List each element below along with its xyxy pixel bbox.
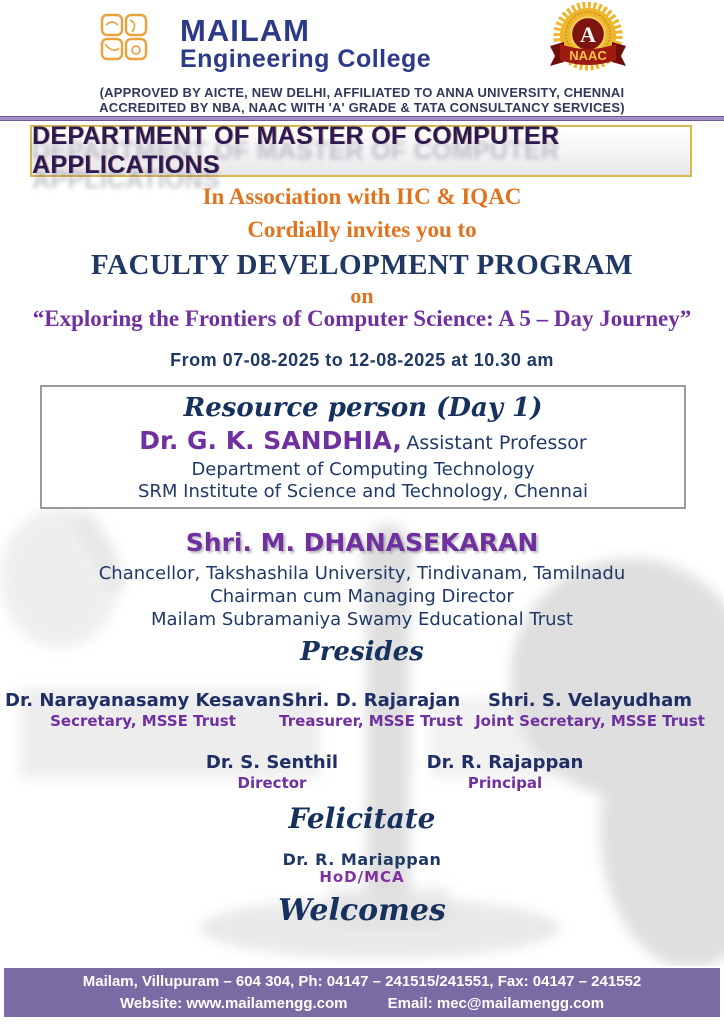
divider-rule — [0, 116, 724, 121]
footer-links-line — [4, 993, 720, 1015]
department-banner-text: DEPARTMENT OF MASTER OF COMPUTER APPLICATIONS — [32, 122, 560, 179]
dignitary — [5, 690, 281, 731]
dignitary-title: Joint Secretary, MSSE Trust — [475, 712, 705, 730]
invite-line: Cordially invites you to — [247, 217, 477, 242]
chief-guest-name: Shri. M. DHANASEKARAN — [185, 528, 539, 557]
felicitate-label: Felicitate — [288, 802, 436, 835]
association-line: In Association with IIC & IQAC — [202, 184, 522, 209]
dignitary-name: Shri. S. Velayudham — [487, 690, 693, 711]
dignitary — [427, 752, 584, 793]
chief-guest-titles — [0, 562, 724, 631]
resource-person-heading: Resource person (Day 1) — [183, 393, 543, 423]
naac-grade-letter: A — [580, 22, 596, 47]
program-title: FACULTY DEVELOPMENT PROGRAM — [91, 249, 633, 281]
resource-person-name-row — [42, 425, 684, 455]
chief-guest-title-1: Chancellor, Takshashila University, Tindivanam, Tamilnadu — [98, 563, 626, 584]
dignitary-name: Shri. D. Rajarajan — [281, 690, 461, 711]
felicitator-name: Dr. R. Mariappan — [282, 850, 442, 869]
naac-badge-label: NAAC — [569, 48, 607, 63]
resource-person-box — [40, 385, 686, 509]
accreditation-line-2: ACCREDITED BY NBA, NAAC WITH 'A' GRADE & TATA CONSULTANCY SERVICES) — [99, 100, 625, 115]
dignitary-name: Dr. R. Rajappan — [426, 752, 584, 773]
presides-label: Presides — [300, 637, 424, 667]
dignitary — [475, 690, 705, 731]
college-logo-icon — [100, 12, 148, 66]
dignitary — [279, 690, 463, 731]
dignitary-title: Treasurer, MSSE Trust — [279, 712, 463, 730]
on-label: on — [350, 283, 374, 308]
department-banner — [30, 122, 692, 179]
felicitator-title: HoD/MCA — [319, 868, 405, 886]
dignitary — [206, 752, 338, 793]
program-schedule: From 07-08-2025 to 12-08-2025 at 10.30 am — [170, 350, 554, 370]
footer-contact-bar — [4, 968, 720, 1017]
footer-website: Website: www.mailamengg.com — [119, 994, 348, 1012]
accreditation-line-1: (APPROVED BY AICTE, NEW DELHI, AFFILIATED TO ANNA UNIVERSITY, CHENNAI — [99, 85, 625, 100]
dignitary-name: Dr. Narayanasamy Kesavan — [5, 690, 281, 711]
college-name-block — [180, 15, 431, 72]
college-name: MAILAM — [180, 13, 310, 48]
college-subtitle: Engineering College — [180, 45, 432, 73]
dignitary-title: Principal — [467, 774, 543, 792]
accreditation-text — [0, 85, 724, 115]
resource-person-designation: Assistant Professor — [406, 431, 587, 454]
dignitary-title: Director — [237, 774, 307, 792]
dignitary-name: Dr. S. Senthil — [205, 752, 339, 773]
dignitary-title: Secretary, MSSE Trust — [50, 712, 236, 730]
chief-guest-title-2: Chairman cum Managing Director — [210, 586, 514, 607]
resource-person-department: Department of Computing Technology — [191, 458, 535, 480]
resource-person-institute: SRM Institute of Science and Technology, Chennai — [138, 480, 588, 502]
dignitaries-section — [0, 690, 724, 802]
naac-accreditation-badge — [546, 2, 630, 82]
program-topic: “Exploring the Frontiers of Computer Science: A 5 – Day Journey” — [32, 306, 692, 331]
footer-email: Email: mec@mailamengg.com — [387, 994, 605, 1012]
welcomes-label: Welcomes — [278, 893, 446, 928]
footer-address-line: Mailam, Villupuram – 604 304, Ph: 04147 – 241515/241551, Fax: 04147 – 241552 — [82, 972, 642, 990]
chief-guest-title-3: Mailam Subramaniya Swamy Educational Trust — [151, 609, 573, 630]
resource-person-name: Dr. G. K. SANDHIA, — [139, 425, 402, 455]
